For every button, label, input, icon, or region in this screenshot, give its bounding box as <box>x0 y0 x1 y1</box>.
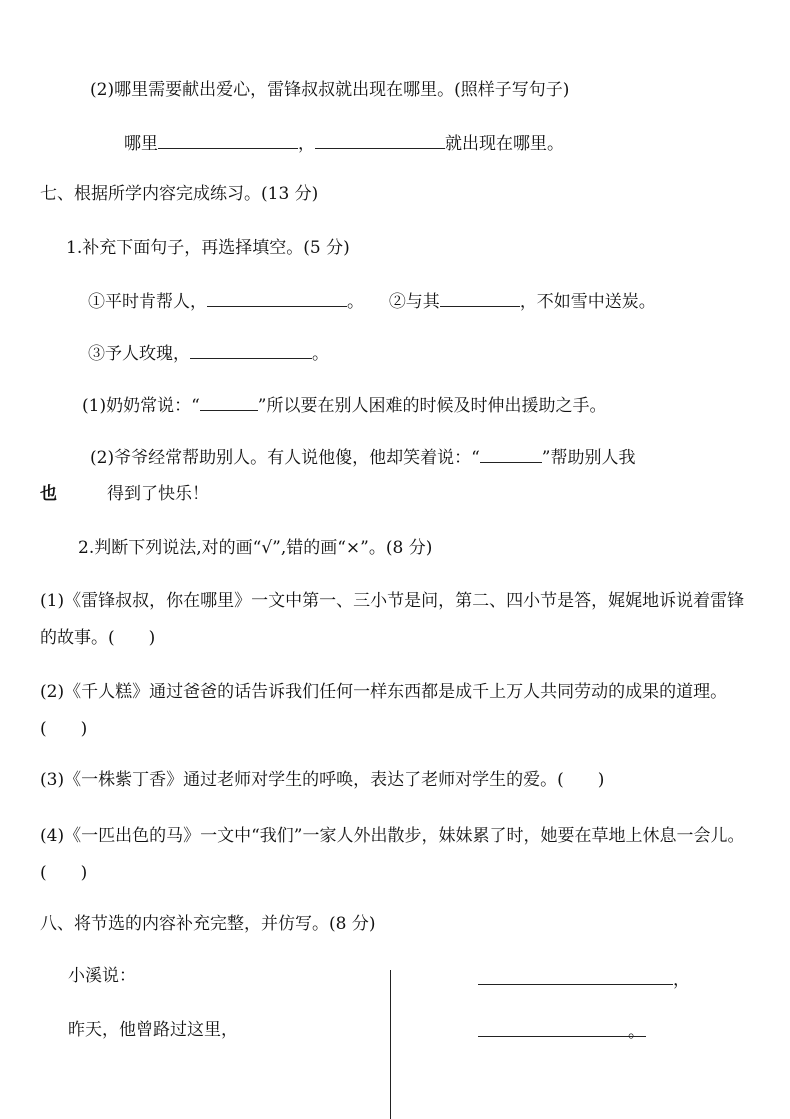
proverb3-end: 。 <box>312 344 329 364</box>
judge-item-4: (4)《一匹出色的马》一文中“我们”一家人外出散步，妹妹累了时，她要在草地上休息一会儿。( ) <box>40 826 745 883</box>
fill-sentence-2-continued <box>40 482 209 506</box>
proverb2-start: ②与其 <box>388 292 440 312</box>
judge-item-1: (1)《雷锋叔叔，你在哪里》一文中第一、三小节是问，第二、四小节是答，娓娓地诉说着雷锋的故事。( ) <box>40 591 745 648</box>
answer-blank[interactable] <box>207 288 347 307</box>
fill2-end: ”帮助别人我 <box>541 448 636 468</box>
answer-blank[interactable] <box>158 130 298 149</box>
q6-2-pattern-line <box>124 130 564 156</box>
answer-blank[interactable] <box>190 340 312 359</box>
fill2-start: (2)爷爷经常帮助别人。有人说他傻，他却笑着说：“ <box>90 448 480 468</box>
fill1-end: ”所以要在别人困难的时候及时伸出援助之手。 <box>257 396 607 416</box>
right-line1-end: ， <box>673 970 690 990</box>
answer-blank[interactable] <box>200 392 258 411</box>
pattern-part1: 哪里 <box>124 134 158 154</box>
proverb3-start: ③予人玫瑰， <box>88 344 190 364</box>
judge-item-2: (2)《千人糕》通过爸爸的话告诉我们任何一样东西都是成千上万人共同劳动的成果的道理。( ) <box>40 682 728 739</box>
proverb1-start: ①平时肯帮人， <box>88 292 207 312</box>
fill2-cont-a: 也 <box>40 484 57 504</box>
section7-heading: 七、根据所学内容完成练习。(13 分) <box>40 184 319 204</box>
section7-sub1-heading: 1.补充下面句子，再选择填空。(5 分) <box>66 238 350 258</box>
pattern-sep: ， <box>298 134 315 154</box>
column-divider <box>390 970 391 1119</box>
section7-sub2-heading: 2.判断下列说法,对的画“√”,错的画“×”。(8 分) <box>78 538 433 558</box>
q6-2-prompt: (2)哪里需要献出爱心，雷锋叔叔就出现在哪里。(照样子写句子) <box>90 80 570 100</box>
proverb2-end: ，不如雪中送炭。 <box>519 292 656 312</box>
pattern-part2: 就出现在哪里。 <box>445 134 564 154</box>
proverb-line-1 <box>88 288 656 314</box>
answer-blank[interactable] <box>315 130 445 149</box>
section8-heading: 八、将节选的内容补充完整，并仿写。(8 分) <box>40 914 376 934</box>
right-line-2 <box>478 1018 645 1044</box>
left-line-2: 昨天，他曾路过这里， <box>68 1020 238 1040</box>
fill1-start: (1)奶奶常说：“ <box>82 396 200 416</box>
fill-sentence-1 <box>82 392 606 418</box>
answer-blank[interactable] <box>440 288 520 307</box>
judge-item-3: (3)《一株紫丁香》通过老师对学生的呼唤，表达了老师对学生的爱。( ) <box>40 770 605 790</box>
proverb-line-2 <box>88 340 329 366</box>
proverb1-end: 。 <box>347 292 364 312</box>
fill-sentence-2 <box>90 444 635 470</box>
left-line-1: 小溪说： <box>68 966 136 986</box>
answer-blank[interactable] <box>478 1018 646 1037</box>
fill2-cont-b: 得到了快乐！ <box>107 484 209 504</box>
right-line-1 <box>478 966 690 992</box>
answer-blank[interactable] <box>480 444 542 463</box>
answer-blank[interactable] <box>478 966 673 985</box>
right-line2-end: 。 <box>628 1022 645 1042</box>
